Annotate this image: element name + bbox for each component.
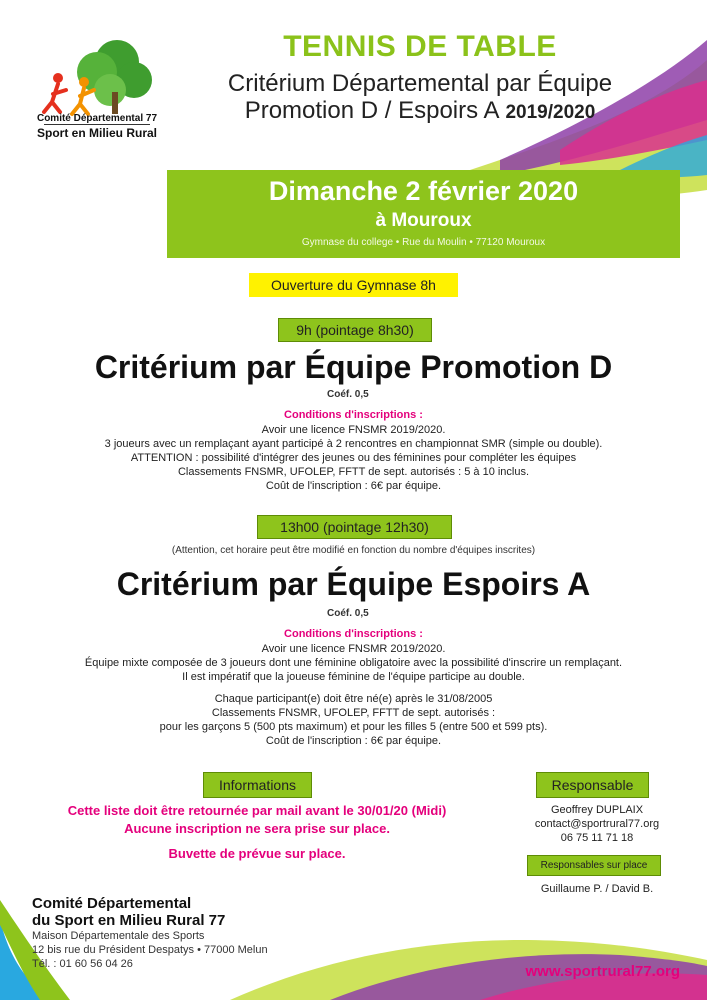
- condition-line: Équipe mixte composée de 3 joueurs dont une féminine obligatoire avec la possibilité d'inscrire un remplaçant.: [84, 657, 623, 669]
- season-text: 2019/2020: [505, 102, 596, 123]
- footer-phone: Tél. : 01 60 56 04 26: [32, 958, 133, 970]
- informations-buvette: Buvette de prévue sur place.: [168, 846, 346, 861]
- event-place: à Mouroux: [375, 210, 472, 231]
- footer-org-name-2: du Sport en Milieu Rural 77: [32, 912, 226, 929]
- logo-sport-text: Sport en Milieu Rural: [36, 126, 157, 140]
- sport-title: TENNIS DE TABLE: [283, 30, 557, 63]
- condition-line: Classements FNSMR, UFOLEP, FFTT de sept. autorisés :: [211, 707, 496, 719]
- espoirs-conditions-title: Conditions d'inscriptions :: [284, 628, 423, 640]
- condition-line: pour les garçons 5 (500 pts maximum) et pour les filles 5 (entre 500 et 599 pts).: [159, 721, 548, 733]
- onsite-responsables-names: Guillaume P. / David B.: [540, 883, 654, 895]
- informations-no-onsite: Aucune inscription ne sera prise sur place.: [124, 821, 390, 836]
- event-address: Gymnase du college • Rue du Moulin • 77120 Mouroux: [301, 237, 546, 248]
- logo-divider: [44, 124, 150, 125]
- website-link[interactable]: www.sportrural77.org: [525, 963, 680, 980]
- responsable-phone: 06 75 11 71 18: [560, 832, 634, 844]
- competition-subtitle: [170, 97, 670, 125]
- condition-line: Coût de l'inscription : 6€ par équipe.: [265, 480, 442, 492]
- responsable-email[interactable]: contact@sportrural77.org: [534, 818, 660, 830]
- footer-address-2: 12 bis rue du Président Despatys • 77000 Melun: [32, 944, 268, 956]
- promotion-conditions-title: Conditions d'inscriptions :: [284, 409, 423, 421]
- condition-line: Avoir une licence FNSMR 2019/2020.: [261, 424, 446, 436]
- responsable-label: Responsable: [536, 772, 649, 798]
- promotion-time: 9h (pointage 8h30): [278, 318, 432, 342]
- espoirs-title: Critérium par Équipe Espoirs A: [116, 566, 591, 602]
- footer-org-name: Comité Départemental: [32, 895, 192, 912]
- condition-line: ATTENTION : possibilité d'intégrer des jeunes ou des féminines pour compléter les équipes: [130, 452, 577, 464]
- espoirs-conditions-extra: [0, 692, 707, 748]
- condition-line: Avoir une licence FNSMR 2019/2020.: [261, 643, 446, 655]
- event-date: Dimanche 2 février 2020: [268, 176, 579, 206]
- promotion-conditions: [0, 423, 707, 493]
- condition-line: Classements FNSMR, UFOLEP, FFTT de sept. autorisés : 5 à 10 inclus.: [177, 466, 530, 478]
- logo-committee-text: Comité Départemental 77: [36, 113, 158, 124]
- footer-address-1: Maison Départementale des Sports: [32, 930, 205, 942]
- promotion-title: Critérium par Équipe Promotion D: [94, 349, 613, 385]
- espoirs-coef: Coéf. 0,5: [327, 608, 369, 619]
- condition-line: 3 joueurs avec un remplaçant ayant participé à 2 rencontres en championnat SMR (simple ou double).: [104, 438, 603, 450]
- promotion-coef: Coéf. 0,5: [327, 389, 369, 400]
- condition-line: Il est impératif que la joueuse féminine de l'équipe participe au double.: [182, 671, 525, 683]
- espoirs-time-note: (Attention, cet horaire peut être modifié en fonction du nombre d'équipes inscrites): [171, 545, 536, 556]
- competition-title: Critérium Départemental par Équipe: [227, 70, 613, 97]
- onsite-responsables-label: Responsables sur place: [527, 855, 661, 876]
- categories-text: Promotion D / Espoirs A: [244, 97, 500, 124]
- opening-time: Ouverture du Gymnase 8h: [249, 273, 458, 297]
- condition-line: Chaque participant(e) doit être né(e) après le 31/08/2005: [214, 693, 493, 705]
- informations-label: Informations: [203, 772, 312, 798]
- informations-deadline: Cette liste doit être retournée par mail avant le 30/01/20 (Midi): [67, 803, 447, 818]
- responsable-name: Geoffrey DUPLAIX: [550, 804, 644, 816]
- condition-line: Coût de l'inscription : 6€ par équipe.: [265, 735, 442, 747]
- espoirs-time: 13h00 (pointage 12h30): [257, 515, 452, 539]
- espoirs-conditions: [0, 642, 707, 684]
